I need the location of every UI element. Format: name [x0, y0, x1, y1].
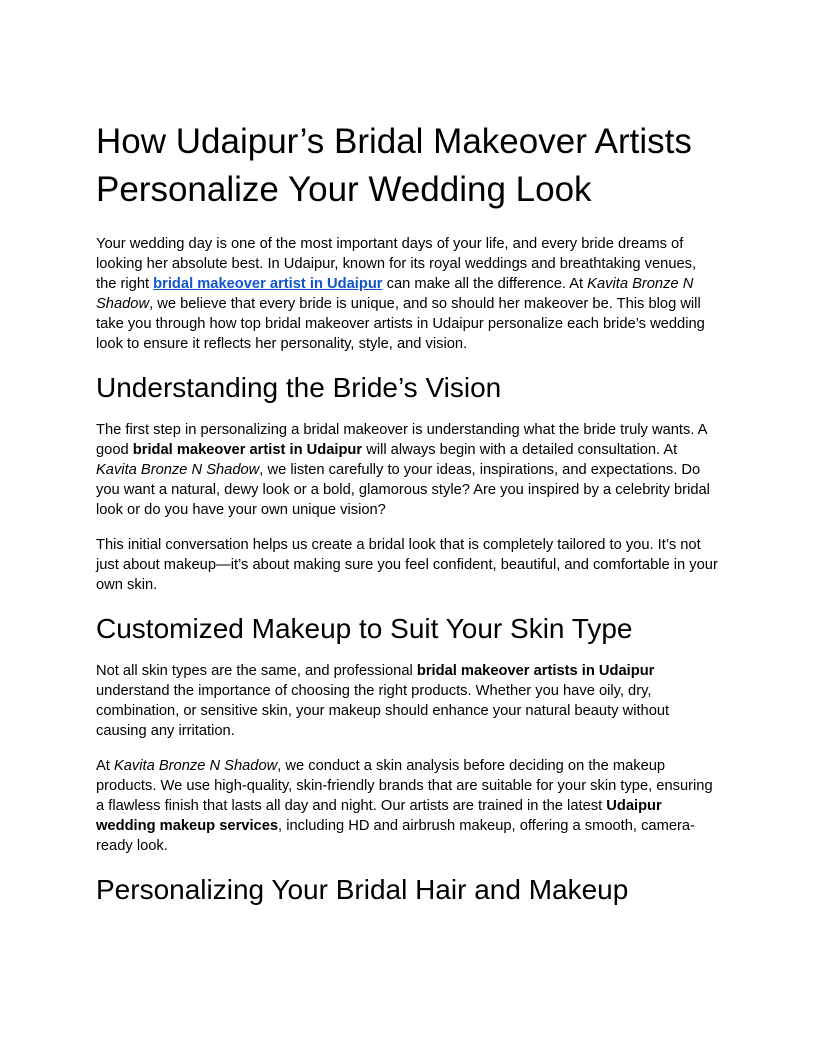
text-run: bridal makeover artists in Udaipur — [416, 663, 655, 679]
text-run: Kavita Bronze N Shadow — [96, 462, 260, 478]
section-heading — [96, 872, 720, 908]
document-title — [96, 118, 720, 214]
text-run: can make all the difference. At — [382, 276, 588, 292]
text-run: How Udaipur’s Bridal Makeover Artists Personalize Your Wedding Look — [96, 122, 692, 209]
paragraph — [96, 234, 720, 354]
inline-link[interactable]: bridal makeover artist in Udaipur — [153, 276, 383, 292]
paragraph — [96, 756, 720, 856]
text-run: , we listen carefully to your ideas, inspirations, and expectations. Do you want a natural, dewy look or a bold, glamorous style? Are you inspired by a celebrity bridal look or do you have your own unique vision? — [96, 462, 710, 518]
paragraph — [96, 420, 720, 520]
text-run: Kavita Bronze N Shadow — [96, 276, 694, 312]
document-content — [96, 118, 720, 908]
text-run: At — [96, 758, 114, 774]
text-run: understand the importance of choosing the right products. Whether you have oily, dry, combination, or sensitive skin, your makeup should enhance your natural beauty without causing any irritation. — [96, 683, 670, 739]
text-run: Personalizing Your Bridal Hair and Makeup — [96, 874, 629, 905]
text-run: Customized Makeup to Suit Your Skin Type — [96, 613, 633, 644]
text-run: , we believe that every bride is unique, and so should her makeover be. This blog will take you through how top bridal makeover artists in Udaipur personalize each bride’s wedding look to ensure it reflects her personality, style, and vision. — [96, 296, 705, 352]
text-run: Your wedding day is one of the most important days of your life, and every bride dreams of looking her absolute best. In Udaipur, known for its royal weddings and breathtaking venues, the right — [96, 236, 697, 292]
paragraph — [96, 535, 720, 595]
text-run: , we conduct a skin analysis before deciding on the makeup products. We use high-quality, skin-friendly brands that are suitable for your skin type, ensuring a flawless finish that lasts all day and night. Our artists are trained in the latest — [96, 758, 713, 814]
section-heading — [96, 611, 720, 647]
section-heading — [96, 370, 720, 406]
text-run: Understanding the Bride’s Vision — [96, 372, 502, 403]
text-run: The first step in personalizing a bridal makeover is understanding what the bride truly wants. A good — [96, 422, 707, 458]
text-run: will always begin with a detailed consultation. At — [362, 442, 678, 458]
text-run: Not all skin types are the same, and professional — [96, 663, 417, 679]
text-run: , including HD and airbrush makeup, offering a smooth, camera-ready look. — [96, 818, 695, 854]
text-run: Udaipur wedding makeup services — [96, 798, 662, 834]
paragraph — [96, 661, 720, 741]
text-run: bridal makeover artist in Udaipur — [132, 442, 363, 458]
text-run: This initial conversation helps us create a bridal look that is completely tailored to you. It’s not just about makeup—it’s about making sure you feel confident, beautiful, and comfortable in your own skin. — [96, 537, 718, 593]
text-run: Kavita Bronze N Shadow — [113, 758, 278, 774]
